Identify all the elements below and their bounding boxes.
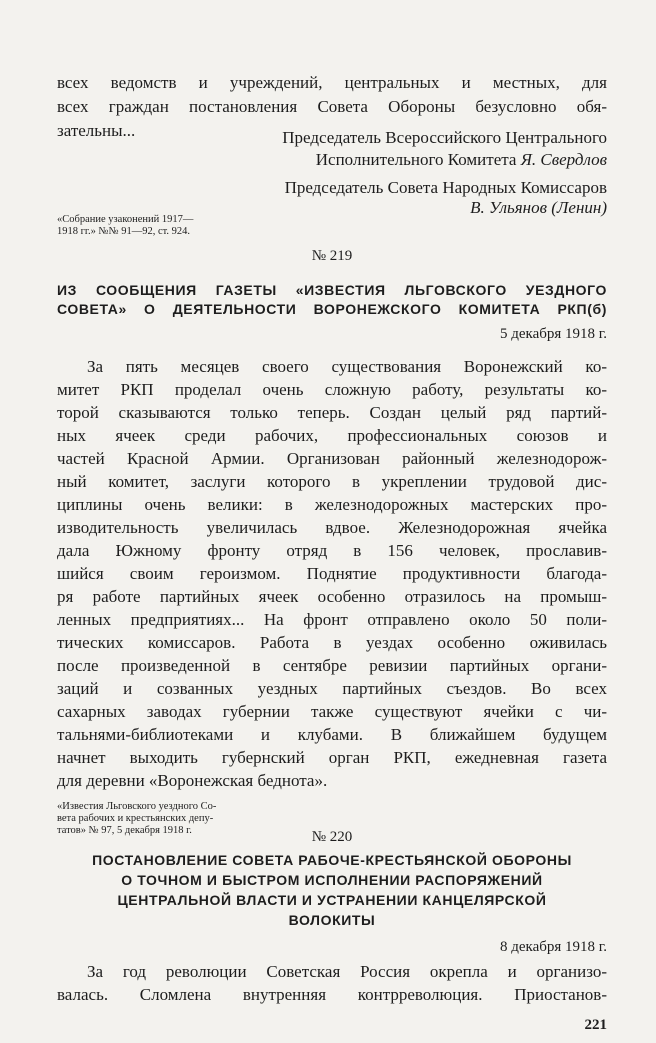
- body-line: изводительность увеличилась вдвое. Железнодорожная ячейка: [57, 518, 607, 537]
- body-line: заций и созванных уездных партийных съездов. Во всех: [57, 679, 607, 698]
- source-citation: «Известия Льговского уездного Со-: [57, 801, 217, 812]
- body-line: после произведенной в сентябре ревизии партийных органи-: [57, 656, 607, 675]
- body-line: циплины очень велики: в железнодорожных мастерских про-: [57, 495, 607, 514]
- body-line: сахарных заводах губернии также существуют ячейки с чи-: [57, 702, 607, 721]
- document-date: 8 декабря 1918 г.: [500, 939, 607, 955]
- body-line: торой сказываются только теперь. Создан целый ряд партий-: [57, 403, 607, 422]
- body-line: митет РКП проделал очень сложную работу, результаты ко-: [57, 380, 607, 399]
- document-heading: СОВЕТА» О ДЕЯТЕЛЬНОСТИ ВОРОНЕЖСКОГО КОМИТЕТА РКП(б): [57, 301, 607, 317]
- signature-name-line: [470, 198, 607, 218]
- signature-name-line: [316, 150, 607, 170]
- body-line: валась. Сломлена внутренняя контрреволюция. Приостанов-: [57, 985, 607, 1004]
- signature-name: Я. Свердлов: [520, 150, 607, 169]
- body-line: ных ячеек среди рабочих, профессиональных союзов и: [57, 426, 607, 445]
- document-date: 5 декабря 1918 г.: [500, 326, 607, 342]
- document-number: № 220: [311, 829, 353, 845]
- text-line: всех ведомств и учреждений, центральных и местных, для: [57, 73, 607, 92]
- source-citation: татов» № 97, 5 декабря 1918 г.: [57, 825, 192, 836]
- document-heading: ПОСТАНОВЛЕНИЕ СОВЕТА РАБОЧЕ-КРЕСТЬЯНСКОЙ ОБОРОНЫ: [92, 852, 572, 868]
- source-citation: вета рабочих и крестьянских депу-: [57, 813, 214, 824]
- document-heading: ЦЕНТРАЛЬНОЙ ВЛАСТИ И УСТРАНЕНИИ КАНЦЕЛЯРСКОЙ: [117, 892, 547, 908]
- text-line: всех граждан постановления Совета Обороны безусловно обя-: [57, 97, 607, 116]
- body-line: начнет выходить губернский орган РКП, ежедневная газета: [57, 748, 607, 767]
- signature-position: Исполнительного Комитета: [315, 150, 521, 169]
- source-citation: 1918 гг.» №№ 91—92, ст. 924.: [57, 226, 191, 237]
- body-line: ленных предприятиях... На фронт отправлено около 50 поли-: [57, 610, 607, 629]
- signature-name: В. Ульянов (Ленин): [470, 198, 607, 217]
- body-line: тальнями-библиотеками и клубами. В ближайшем будущем: [57, 725, 607, 744]
- body-line: ный комитет, заслуги которого в укреплении трудовой дис-: [57, 472, 607, 491]
- body-line: шийся своим героизмом. Поднятие продуктивности благода-: [57, 564, 607, 583]
- document-heading: О ТОЧНОМ И БЫСТРОМ ИСПОЛНЕНИИ РАСПОРЯЖЕНИЙ: [121, 872, 543, 888]
- source-citation: «Собрание узаконений 1917—: [57, 214, 194, 225]
- body-line: дала Южному фронту отряд в 156 человек, прославив-: [57, 541, 607, 560]
- text-line: зательны...: [57, 121, 136, 140]
- signature-title: Председатель Совета Народных Комиссаров: [284, 178, 607, 197]
- document-heading: ИЗ СООБЩЕНИЯ ГАЗЕТЫ «ИЗВЕСТИЯ ЛЬГОВСКОГО УЕЗДНОГО: [57, 282, 607, 298]
- body-line: частей Красной Армии. Организован районный железнодорож-: [57, 449, 607, 468]
- page-number: 221: [584, 1017, 607, 1033]
- body-line: для деревни «Воронежская беднота».: [57, 771, 328, 790]
- signature-title: Председатель Всероссийского Центрального: [282, 128, 607, 147]
- body-line: За год революции Советская Россия окрепла и организо-: [87, 962, 607, 981]
- body-line: За пять месяцев своего существования Воронежский ко-: [87, 357, 607, 376]
- body-line: ря работе партийных ячеек особенно отразилось на промыш-: [57, 587, 607, 606]
- body-line: тических комиссаров. Работа в уездах особенно оживилась: [57, 633, 607, 652]
- document-number: № 219: [311, 248, 353, 264]
- document-heading: ВОЛОКИТЫ: [288, 912, 376, 928]
